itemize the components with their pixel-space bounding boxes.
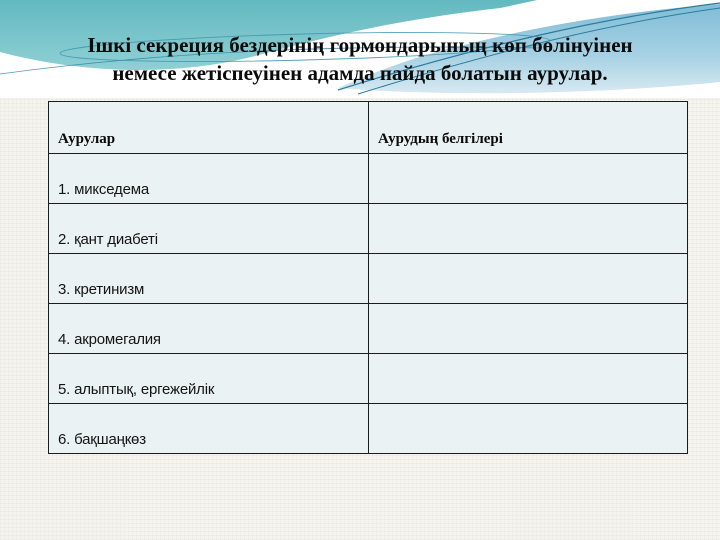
table-cell-disease: 1. микседема bbox=[49, 154, 369, 204]
table-cell-signs bbox=[369, 154, 688, 204]
table-row bbox=[49, 204, 688, 254]
table-row bbox=[49, 154, 688, 204]
table-row bbox=[49, 354, 688, 404]
table-cell-disease: 3. кретинизм bbox=[49, 254, 369, 304]
header-cell-diseases: Аурулар bbox=[49, 102, 369, 154]
table-header-row bbox=[49, 102, 688, 154]
table-row bbox=[49, 404, 688, 454]
slide-title-line1: Ішкі секреция бездерінің гормондарының көп бөлінуінен bbox=[87, 33, 633, 57]
slide-title bbox=[28, 31, 692, 87]
table-row bbox=[49, 304, 688, 354]
table-cell-disease: 4. акромегалия bbox=[49, 304, 369, 354]
table-cell-signs bbox=[369, 404, 688, 454]
table-cell-disease: 5. алыптық, ергежейлік bbox=[49, 354, 369, 404]
table-cell-signs bbox=[369, 304, 688, 354]
table-cell-disease: 6. бақшаңкөз bbox=[49, 404, 369, 454]
slide-title-line2: немесе жетіспеуінен адамда пайда болатын аурулар. bbox=[112, 61, 608, 85]
diseases-table bbox=[48, 101, 688, 454]
table-cell-signs bbox=[369, 354, 688, 404]
table-cell-signs bbox=[369, 254, 688, 304]
table-cell-signs bbox=[369, 204, 688, 254]
table-row bbox=[49, 254, 688, 304]
table-cell-disease: 2. қант диабеті bbox=[49, 204, 369, 254]
header-cell-signs: Аурудың белгілері bbox=[369, 102, 688, 154]
